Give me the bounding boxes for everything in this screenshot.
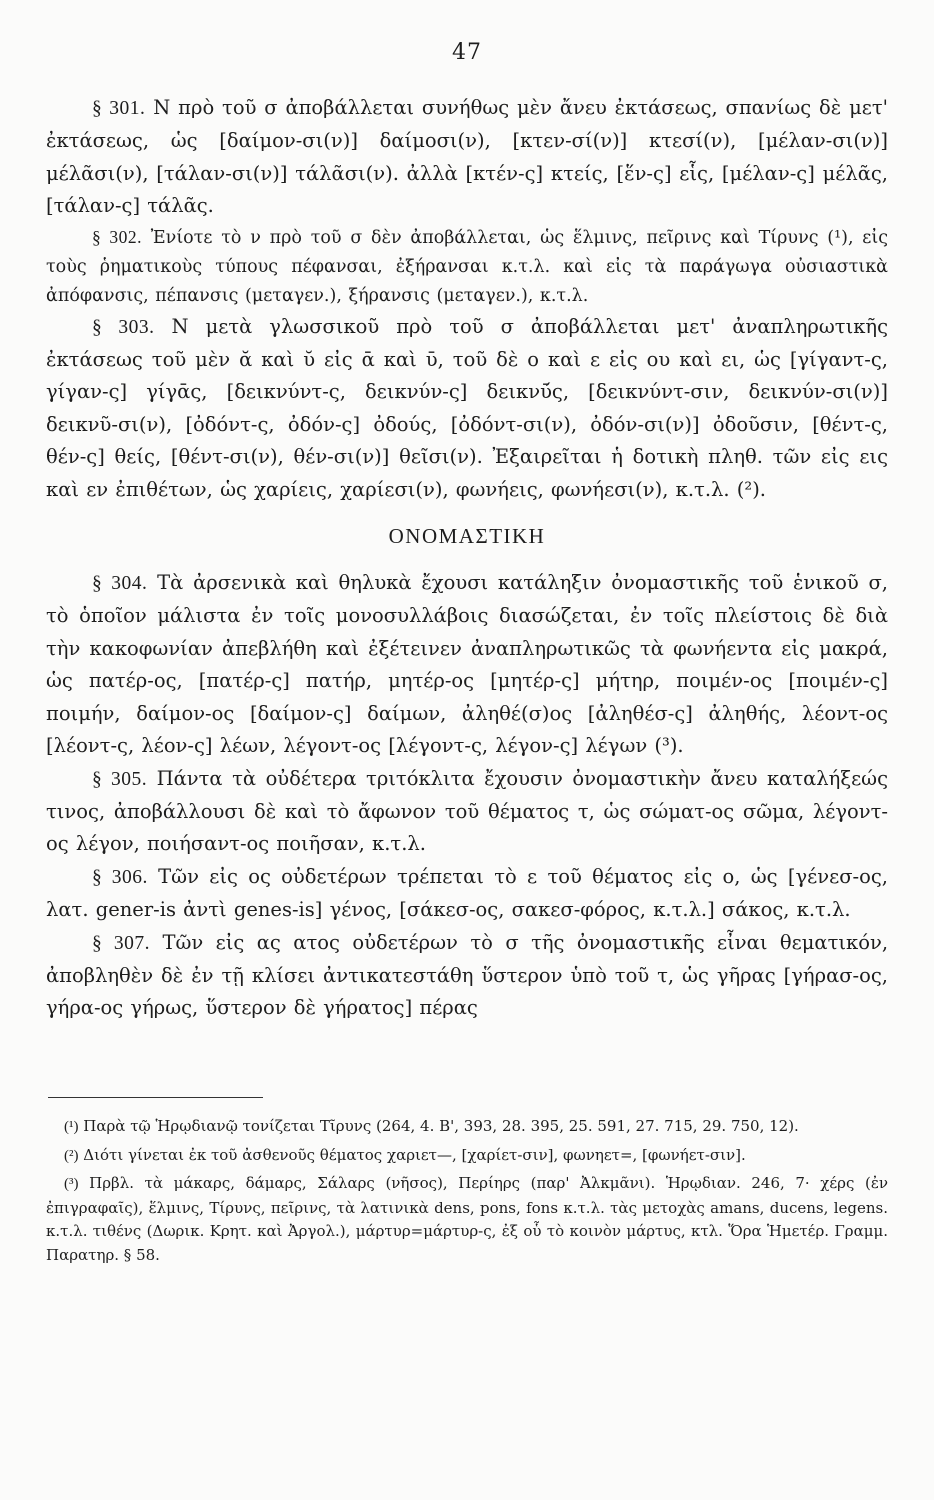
paragraph-305 <box>46 763 888 861</box>
footnote-1 <box>46 1115 888 1140</box>
paragraph-text: Τῶν εἰς ος οὐδετέρων τρέπεται τὸ ε τοῦ θέματος εἰς ο, ὡς [γένεσ-ος, λατ. gener-is ἀντὶ genes-is] γένος, [σάκεσ-ος, σακεσ-φόρος, κ.τ.λ.] σάκος, κ.τ.λ. <box>46 864 888 922</box>
footnotes <box>46 1115 888 1271</box>
paragraph-301 <box>46 92 888 223</box>
paragraph-text: Τὰ ἀρσενικὰ καὶ θηλυκὰ ἔχουσι κατάληξιν ὀνομαστικῆς τοῦ ἑνικοῦ σ, τὸ ὁποῖον μάλιστα ἐν τοῖς μονοσυλλάβοις διασώζεται, ἐν τοῖς πλείστοις δὲ διὰ τὴν κακοφωνίαν ἀπεβλήθη καὶ ἐξέτεινεν ἀναπληρωτικῶς τὰ φωνήεντα εἰς μακρά, ὡς πατέρ-ος, [πατέρ-ς] πατήρ, μητέρ-ος [μητέρ-ς] μήτηρ, ποιμέν-ος [ποιμέν-ς] ποιμήν, δαίμον-ος [δαίμον-ς] δαίμων, ἀληθέ(σ)ος [ἀληθέσ-ς] ἀληθής, λέοντ-ος [λέοντ-ς, λέον-ς] λέων, λέγοντ-ος [λέγοντ-ς, λέγον-ς] λέγων (³). <box>46 571 888 758</box>
section-number: § 304. <box>92 573 148 595</box>
section-heading: ΟΝΟΜΑΣΤΙΚΗ <box>388 524 546 549</box>
section-number: § 303. <box>92 316 155 338</box>
page-number: 47 <box>452 40 482 65</box>
section-number: § 305. <box>92 768 148 790</box>
section-number: § 302. <box>92 226 142 247</box>
footnote-divider <box>48 1097 263 1098</box>
paragraph-text: Τῶν εἰς ας ατος οὐδετέρων τὸ σ τῆς ὀνομαστικῆς εἶναι θεματικόν, ἀποβληθὲν δὲ ἐν τῇ κλίσει ἀντικατεστάθη ὕστερον ὑπὸ τοῦ τ, ὡς γῆρας [γήρασ-ος, γήρα-ος γήρως, ὕστερον δὲ γήρατος] πέρας <box>46 930 889 1020</box>
main-text <box>46 92 888 1025</box>
paragraph-text: Πάντα τὰ οὐδέτερα τριτόκλιτα ἔχουσιν ὀνομαστικὴν ἄνευ καταλήξεώς τινος, ἀποβάλλουσι δὲ καὶ τὸ ἄφωνον τοῦ θέματος τ, ὡς σώματ-ος σῶμα, λέγοντ-ος λέγον, ποιήσαντ-ος ποιῆσαν, κ.τ.λ. <box>46 766 888 856</box>
paragraph-306 <box>46 861 888 927</box>
footnote-2 <box>46 1144 888 1169</box>
paragraph-303 <box>46 311 888 506</box>
footnote-3 <box>46 1172 888 1267</box>
footnote-text: Διότι γίνεται ἐκ τοῦ ἀσθενοῦς θέματος χαριετ—, [χαρίετ-σιν], φωνηετ=, [φωνήετ-σιν]. <box>83 1145 746 1164</box>
paragraph-302 <box>46 223 888 311</box>
paragraph-text: Ν μετὰ γλωσσικοῦ πρὸ τοῦ σ ἀποβάλλεται μετ' ἀναπληρωτικῆς ἐκτάσεως τοῦ μὲν ᾰ καὶ ῠ εἰς ᾱ καὶ ῡ, τοῦ δὲ ο καὶ ε εἰς ου καὶ ει, ὡς [γίγαντ-ς, γίγαν-ς] γίγᾱς, [δεικνύντ-ς, δεικνύν-ς] δεικνῡ́ς, [δεικνύντ-σιν, δεικνύν-σι(ν)] δεικνῦ-σι(ν), [ὀδόντ-ς, ὀδόν-ς] ὀδούς, [ὀδόντ-σι(ν), ὀδόν-σι(ν)] ὀδοῦσιν, [θέντ-ς, θέν-ς] θείς, [θέντ-σι(ν), θέν-σι(ν)] θεῖσι(ν). Ἐξαιρεῖται ἡ δοτικὴ πληθ. τῶν εἰς εις καὶ εν ἐπιθέτων, ὡς χαρίεις, χαρίεσι(ν), φωνήεις, φωνήεσι(ν), κ.τ.λ. (²). <box>46 314 889 501</box>
paragraph-307 <box>46 927 888 1025</box>
footnote-mark: (¹) <box>64 1119 79 1135</box>
paragraph-text: Ν πρὸ τοῦ σ ἀποβάλλεται συνήθως μὲν ἄνευ ἐκτάσεως, σπανίως δὲ μετ' ἐκτάσεως, ὡς [δαίμον-σι(ν)] δαίμοσι(ν), [κτεν-σί(ν)] κτεσί(ν), [μέλαν-σι(ν)] μέλᾶσι(ν), [τάλαν-σι(ν)] τάλᾶσι(ν). ἀλλὰ [κτέν-ς] κτείς, [ἕν-ς] εἷς, [μέλαν-ς] μέλᾶς, [τάλαν-ς] τάλᾶς. <box>46 96 888 218</box>
footnote-mark: (²) <box>64 1147 79 1164</box>
footnote-mark: (³) <box>64 1176 79 1192</box>
paragraph-304 <box>46 567 888 762</box>
section-number: § 301. <box>92 98 146 119</box>
section-number: § 307. <box>92 932 150 954</box>
footnote-text: Παρὰ τῷ Ἡρῳδιανῷ τονίζεται Τῖρυνς (264, 4. Β', 393, 28. 395, 25. 591, 27. 715, 29. 750, 12). <box>83 1117 799 1135</box>
paragraph-text: Ἐνίοτε τὸ ν πρὸ τοῦ σ δὲν ἀποβάλλεται, ὡς ἕλμινς, πεῖρινς καὶ Τίρυνς (¹), εἰς τοὺς ῥηματικοὺς τύπους πέφανσαι, ἐξήρανσαι κ.τ.λ. καὶ εἰς τὰ παράγωγα οὐσιαστικὰ ἀπόφανσις, πέπανσις (μεταγεν.), ξήρανσις (μεταγεν.), κ.τ.λ. <box>46 227 889 306</box>
footnote-text: Πρβλ. τὰ μάκαρς, δάμαρς, Σάλαρς (νῆσος), Περίηρς (παρ' Ἀλκμᾶνι). Ἡρῳδιαν. 246, 7· χέρς (ἐν ἐπιγραφαῖς), ἕλμινς, Τίρυνς, πεῖρινς, τὰ λατινικὰ dens, pons, fons κ.τ.λ. τὰς μετοχὰς amans, ducens, legens. κ.τ.λ. τιθένς (Δωρικ. Κρητ. καὶ Ἀργολ.), μάρτυρ=μάρτυρ-ς, ἐξ οὗ τὸ κοινὸν μάρτυς, κτλ. Ὅρα Ἡμετέρ. Γραμμ. Παρατηρ. § 58. <box>46 1174 888 1264</box>
section-number: § 306. <box>92 866 148 888</box>
